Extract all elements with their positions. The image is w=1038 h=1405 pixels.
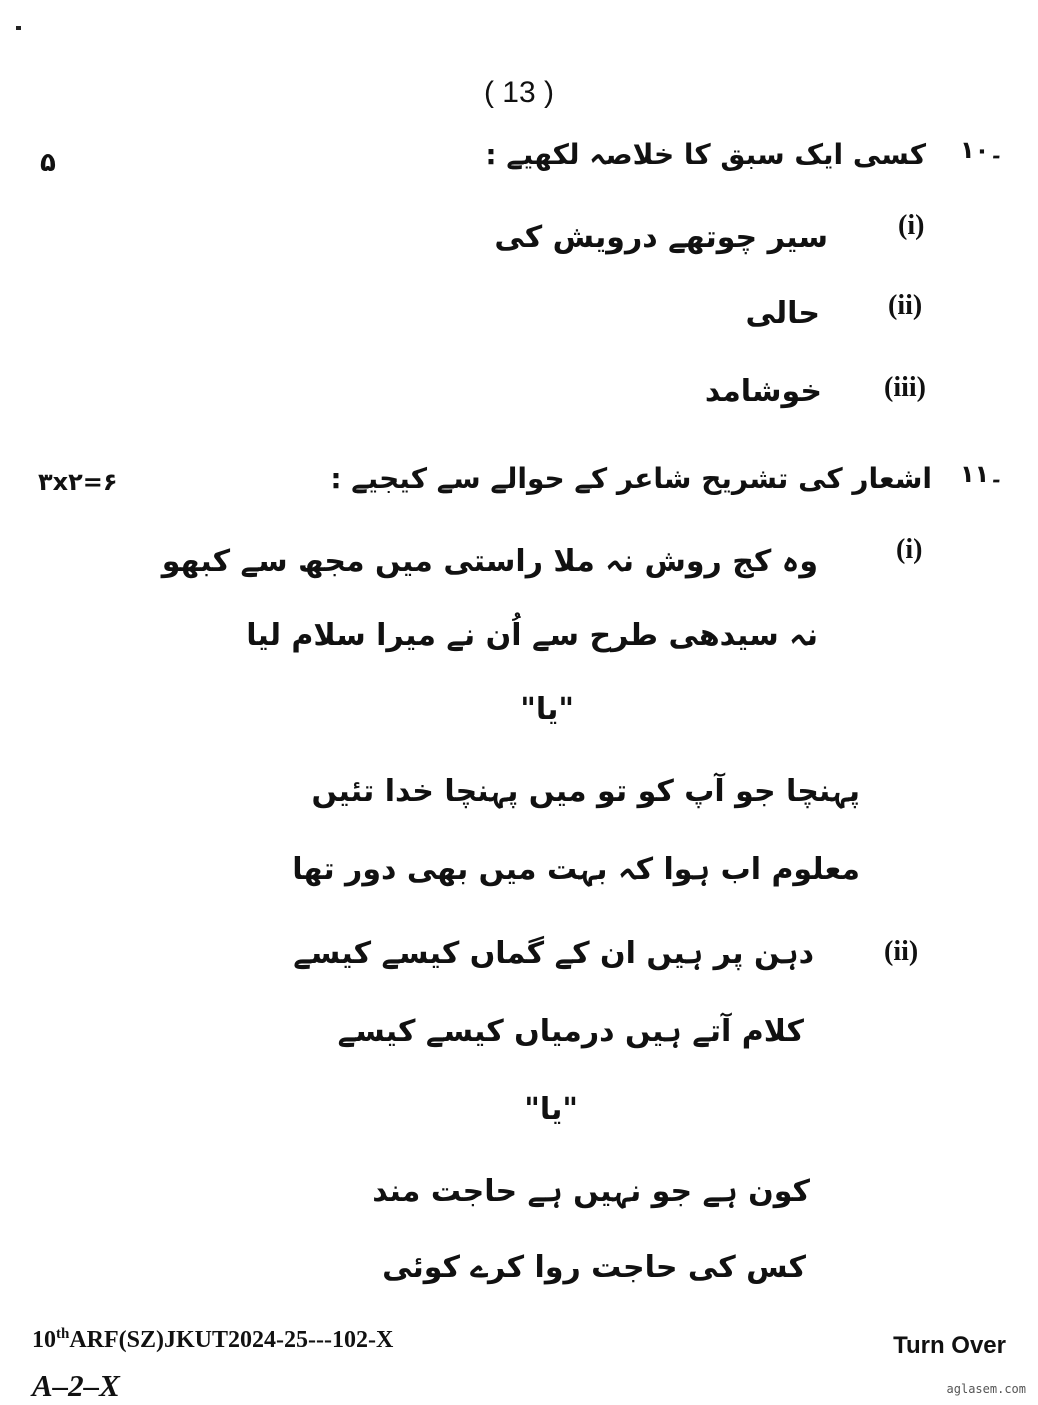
watermark: aglasem.com [946,1382,1026,1396]
question-10-prompt: کسی ایک سبق کا خلاصہ لکھیے : [485,138,926,171]
q11-part-i-alt-line-2: معلوم اب ہوا کہ بہت میں بھی دور تھا [292,852,860,887]
question-11-number: ۱۱۔ [960,460,1004,488]
page-number: ( 13 ) [483,76,555,109]
q10-option-iii-label: (iii) [884,372,926,403]
q10-option-ii-label: (ii) [888,290,923,321]
q11-part-ii-line-1: دہن پر ہیں ان کے گماں کیسے کیسے [293,936,814,971]
paper-code [32,1326,393,1354]
q11-part-ii-alt-line-2: کس کی حاجت روا کرے کوئی [382,1250,806,1285]
paper-set: A–2–X [32,1368,120,1403]
question-10-marks: ۵ [40,148,56,178]
q10-option-ii-text: حالی [745,296,820,331]
paper-code-prefix: 10 [32,1327,56,1353]
q10-option-i-text: سیر چوتھے درویش کی [494,220,828,255]
q11-part-i-label: (i) [896,534,923,565]
question-11-prompt: اشعار کی تشریح شاعر کے حوالے سے کیجیے : [330,462,932,495]
paper-code-sup: th [56,1326,70,1342]
q11-part-i-alt-line-1: پہنچا جو آپ کو تو میں پہنچا خدا تئیں [311,774,860,809]
q10-option-i-label: (i) [898,210,925,241]
question-11-marks: ۳x۲=۶ [38,468,118,496]
q10-option-iii-text: خوشامد [704,374,822,409]
q11-part-ii-alt-line-1: کون ہے جو نہیں ہے حاجت مند [372,1174,810,1209]
q11-part-i-line-1: وہ کج روش نہ ملا راستی میں مجھ سے کبھو [161,544,818,579]
q11-part-ii-line-2: کلام آتے ہیں درمیاں کیسے کیسے [337,1014,804,1049]
q11-part-ii-label: (ii) [884,936,919,967]
q11-part-ii-or: "یا" [524,1092,578,1127]
question-10-number: ۱۰۔ [960,136,1004,164]
scan-speck [16,26,21,30]
turn-over: Turn Over [893,1332,1006,1359]
q11-part-i-or: "یا" [520,692,574,727]
paper-code-rest: ARF(SZ)JKUT2024-25---102-X [69,1327,394,1353]
q11-part-i-line-2: نہ سیدھی طرح سے اُن نے میرا سلام لیا [246,618,818,653]
